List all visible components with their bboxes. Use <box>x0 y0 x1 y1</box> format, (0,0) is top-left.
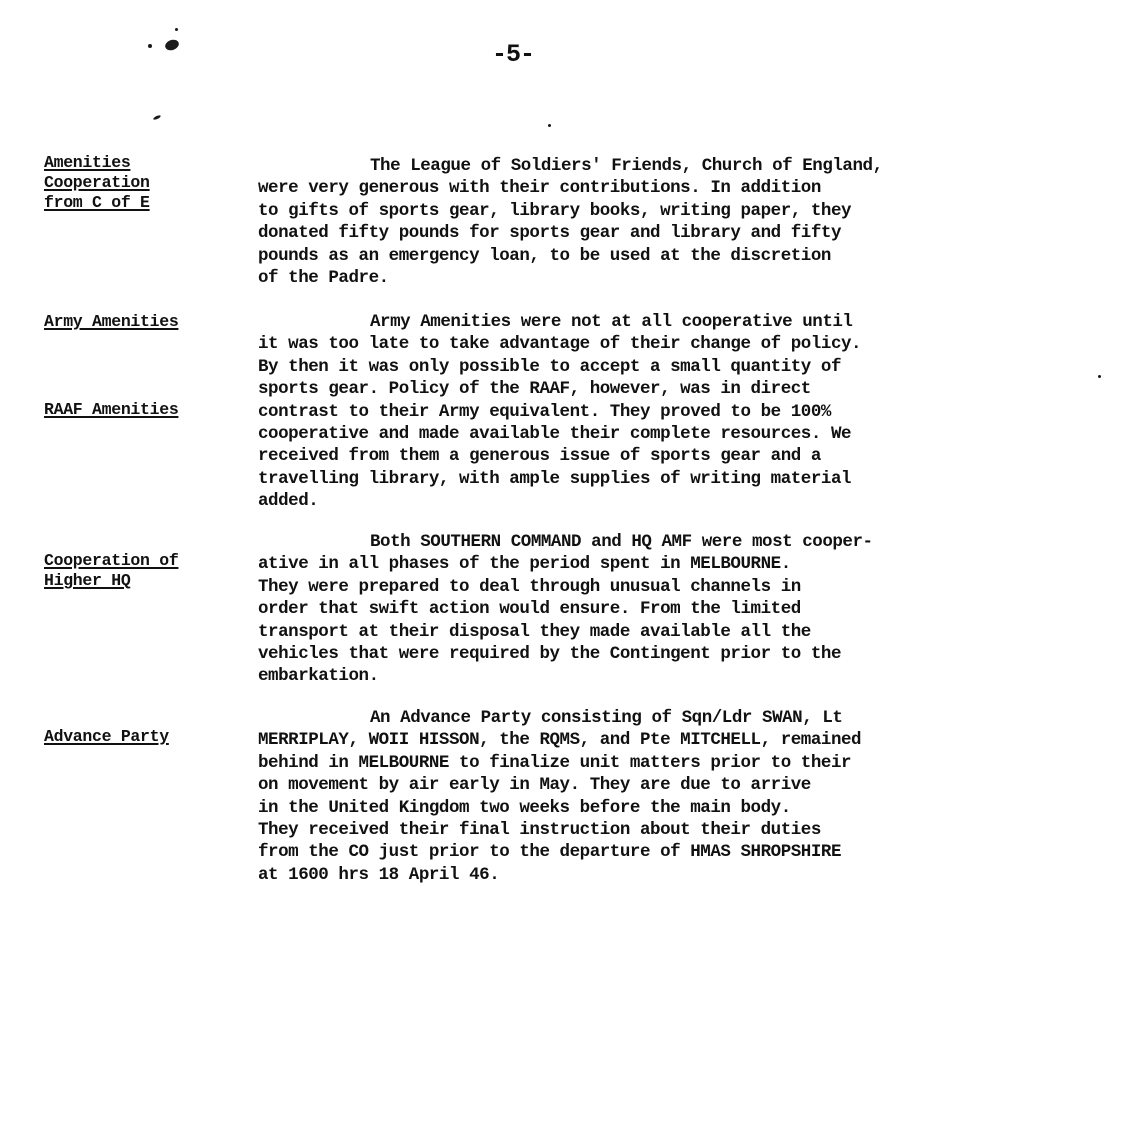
scan-speck-mark <box>1098 375 1101 378</box>
paragraph-advance-party <box>258 707 1084 886</box>
paragraph-amenities-cooperation <box>258 155 1084 289</box>
paragraph-line: order that swift action would ensure. From the limited <box>258 599 801 620</box>
paragraph-line: added. <box>258 491 319 512</box>
page-number: -5- <box>492 40 535 69</box>
scan-speck-mark <box>548 124 551 127</box>
paragraph-line: An Advance Party consisting of Sqn/Ldr SWAN, Lt <box>370 708 843 728</box>
paragraph-amenities <box>258 311 1084 513</box>
heading-line: from C of E <box>44 193 150 212</box>
paragraph-line: The League of Soldiers' Friends, Church of England, <box>370 156 883 176</box>
scan-speck-mark <box>164 38 181 52</box>
paragraph-line: donated fifty pounds for sports gear and library and fifty <box>258 223 841 244</box>
heading-line: Higher HQ <box>44 571 131 590</box>
paragraph-line: contrast to their Army equivalent. They proved to be 100% <box>258 401 831 422</box>
paragraph-line: cooperative and made available their complete resources. We <box>258 424 852 445</box>
paragraph-line: pounds as an emergency loan, to be used at the discretion <box>258 245 831 266</box>
paragraph-line: vehicles that were required by the Contingent prior to the <box>258 644 841 665</box>
margin-heading-cooperation-higher-hq <box>44 551 178 591</box>
paragraph-line: in the United Kingdom two weeks before the main body. <box>258 797 791 818</box>
paragraph-line: were very generous with their contributions. In addition <box>258 178 821 199</box>
paragraph-line: on movement by air early in May. They are due to arrive <box>258 775 811 796</box>
paragraph-line: at 1600 hrs 18 April 46. <box>258 864 500 885</box>
paragraph-line: received from them a generous issue of sports gear and a <box>258 446 821 467</box>
paragraph-line: They received their final instruction about their duties <box>258 820 821 841</box>
heading-line: Advance Party <box>44 727 169 746</box>
paragraph-line: embarkation. <box>258 666 379 687</box>
heading-line: Amenities <box>44 153 131 172</box>
paragraph-line: By then it was only possible to accept a small quantity of <box>258 356 841 377</box>
scan-speck-mark <box>153 114 162 120</box>
margin-heading-advance-party <box>44 727 169 747</box>
heading-line: Army Amenities <box>44 312 179 331</box>
paragraph-line: it was too late to take advantage of their change of policy. <box>258 334 862 355</box>
paragraph-line: behind in MELBOURNE to finalize unit matters prior to their <box>258 752 852 773</box>
paragraph-line: to gifts of sports gear, library books, writing paper, they <box>258 200 852 221</box>
paragraph-line: MERRIPLAY, WOII HISSON, the RQMS, and Pte MITCHELL, remained <box>258 730 862 751</box>
paragraph-line: from the CO just prior to the departure of HMAS SHROPSHIRE <box>258 842 841 863</box>
paragraph-line: Army Amenities were not at all cooperative until <box>370 312 853 332</box>
paragraph-line: transport at their disposal they made available all the <box>258 621 811 642</box>
paragraph-line: ative in all phases of the period spent in MELBOURNE. <box>258 554 791 575</box>
paragraph-line: Both SOUTHERN COMMAND and HQ AMF were most cooper- <box>370 532 873 552</box>
paragraph-cooperation-higher-hq <box>258 531 1084 688</box>
heading-line: Cooperation <box>44 173 150 192</box>
paragraph-line: sports gear. Policy of the RAAF, however, was in direct <box>258 379 811 400</box>
paragraph-line: They were prepared to deal through unusual channels in <box>258 576 801 597</box>
heading-line: RAAF Amenities <box>44 400 179 419</box>
paragraph-line: travelling library, with ample supplies of writing material <box>258 468 852 489</box>
margin-heading-army-amenities <box>44 312 178 332</box>
heading-line: Cooperation of <box>44 551 179 570</box>
paragraph-line: of the Padre. <box>258 268 389 289</box>
margin-heading-amenities-cooperation <box>44 153 150 213</box>
scan-speck-mark <box>175 28 178 31</box>
scan-speck-mark <box>148 44 152 48</box>
margin-heading-raaf-amenities <box>44 400 178 420</box>
